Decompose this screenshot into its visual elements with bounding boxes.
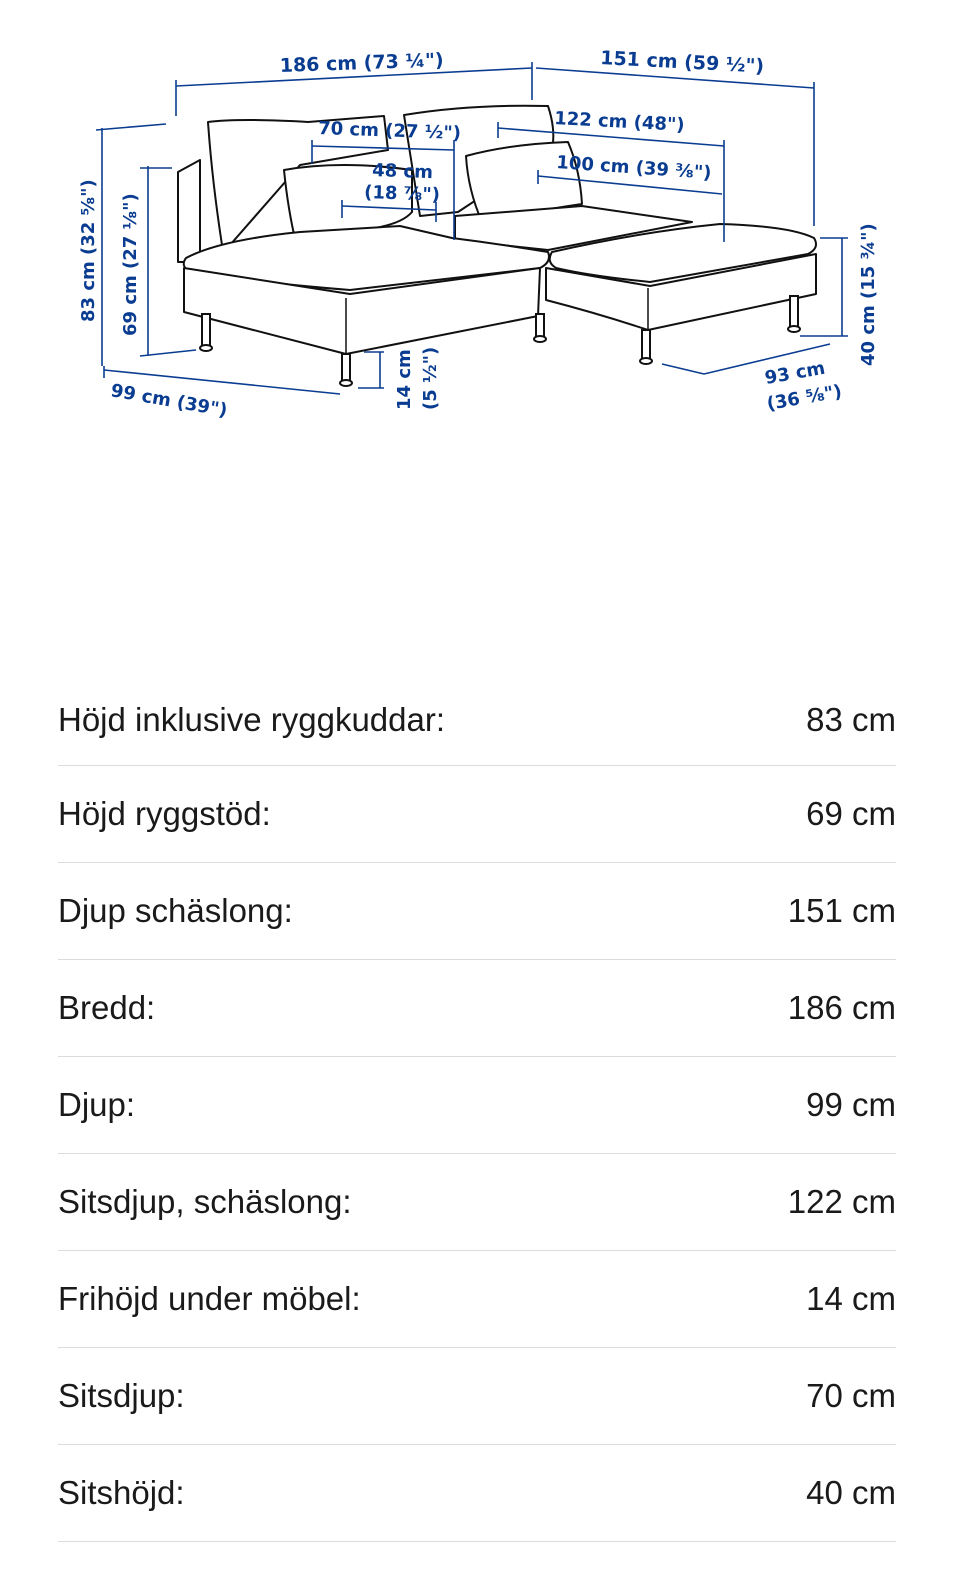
dim-seat-depth: 70 cm (27 ½")	[317, 118, 462, 144]
dim-clearance-cm: 14 cm	[394, 349, 415, 410]
spec-value: 70 cm	[806, 1377, 896, 1414]
spec-row-chaise-depth	[58, 863, 896, 960]
dim-height-total: 83 cm (32 ⅝")	[78, 179, 99, 322]
dimensions-list	[58, 675, 896, 1542]
dim-chaise-depth-in: (36 ⅝")	[765, 381, 844, 415]
dim-clearance-in: (5 ½")	[420, 346, 441, 410]
dim-chaise-seat-depth: 122 cm (48")	[553, 108, 686, 136]
dim-chaise-depth-cm: 93 cm	[763, 357, 827, 389]
spec-value: 14 cm	[806, 1280, 896, 1317]
spec-label: Bredd:	[58, 989, 156, 1026]
spec-value: 83 cm	[806, 701, 896, 738]
spec-row-width	[58, 960, 896, 1057]
dim-height-back: 69 cm (27 ⅛")	[120, 193, 141, 336]
spec-value: 40 cm	[806, 1474, 896, 1511]
spec-value: 99 cm	[806, 1086, 896, 1123]
spec-value: 122 cm	[787, 1183, 896, 1220]
dim-seat-height: 40 cm (15 ¾")	[858, 223, 879, 366]
spec-row-back-height	[58, 766, 896, 863]
dim-seat-width-in: (18 ⅞")	[363, 182, 441, 206]
spec-row-height-incl-cushions	[58, 675, 896, 766]
spec-row-chaise-seat-depth	[58, 1154, 896, 1251]
spec-value: 186 cm	[787, 989, 896, 1026]
dim-seat-width-cm: 48 cm	[371, 160, 434, 184]
sofa-illustration	[178, 106, 816, 386]
spec-label: Sitsdjup:	[58, 1377, 185, 1414]
dim-depth: 99 cm (39")	[109, 380, 229, 422]
spec-label: Höjd ryggstöd:	[58, 795, 271, 832]
spec-row-clearance	[58, 1251, 896, 1348]
spec-row-seat-depth	[58, 1348, 896, 1445]
spec-row-seat-height	[58, 1445, 896, 1542]
spec-label: Sitshöjd:	[58, 1474, 185, 1511]
dim-width-total: 186 cm (73 ¼")	[279, 49, 445, 77]
spec-row-depth	[58, 1057, 896, 1154]
spec-label: Frihöjd under möbel:	[58, 1280, 361, 1317]
spec-label: Djup schäslong:	[58, 892, 293, 929]
dim-chaise-width: 100 cm (39 ⅜")	[555, 152, 713, 184]
sofa-dimension-diagram	[0, 0, 960, 470]
spec-label: Djup:	[58, 1086, 136, 1123]
spec-value: 69 cm	[806, 795, 896, 832]
spec-value: 151 cm	[787, 892, 896, 929]
spec-label: Höjd inklusive ryggkuddar:	[58, 701, 446, 738]
dim-depth-chaise: 151 cm (59 ½")	[599, 47, 765, 78]
spec-label: Sitsdjup, schäslong:	[58, 1183, 352, 1220]
